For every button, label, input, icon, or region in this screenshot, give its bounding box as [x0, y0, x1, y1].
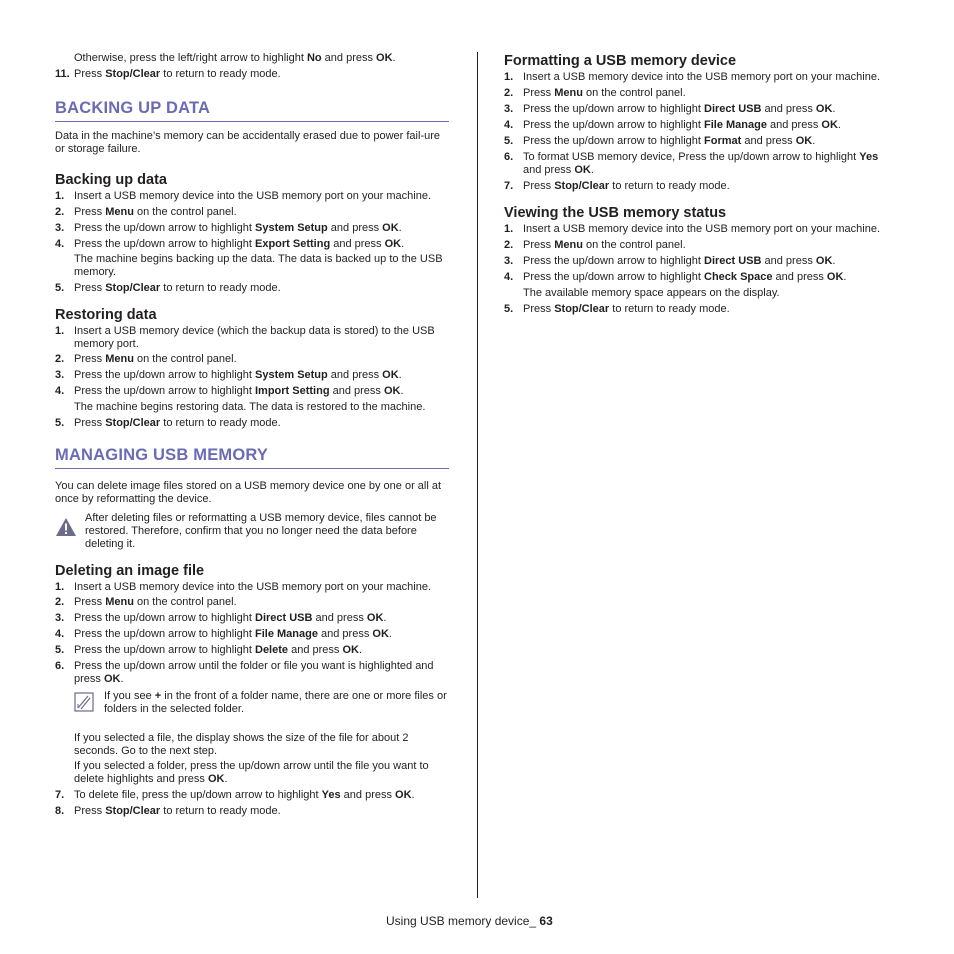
- managing-intro: You can delete image files stored on a USB memory device one by one or all at once by reformatting the device.: [55, 480, 442, 505]
- step-note: The machine begins restoring data. The data is restored to the machine.: [74, 401, 426, 413]
- list-item: 4. Press the up/down arrow to highlight Import Setting and press OK.: [55, 385, 404, 397]
- list-item: 3. Press the up/down arrow to highlight Direct USB and press OK.: [504, 255, 836, 267]
- list-item: 4. Press the up/down arrow to highlight File Manage and press OK.: [55, 628, 392, 640]
- list-item: 3. Press the up/down arrow to highlight System Setup and press OK.: [55, 369, 402, 381]
- list-item: 1. Insert a USB memory device into the USB memory port on your machine.: [504, 71, 881, 83]
- list-item: 3. Press the up/down arrow to highlight Direct USB and press OK.: [55, 612, 387, 624]
- page-number: 63: [539, 914, 553, 928]
- list-item: 7. Press Stop/Clear to return to ready mode.: [504, 180, 730, 192]
- folder-note: If you selected a folder, press the up/down arrow until the file you want to delete highlights and press OK.: [74, 760, 429, 785]
- note-text: If you see + in the front of a folder name, there are one or more files or folders in the selected folder.: [104, 690, 447, 715]
- step-note: The available memory space appears on the display.: [523, 287, 780, 299]
- delete-steps: [55, 581, 449, 818]
- list-item: 4. Press the up/down arrow to highlight Check Space and press OK.: [504, 271, 847, 283]
- caution-box: [55, 512, 449, 551]
- restoring-subheading: Restoring data: [55, 307, 157, 323]
- status-steps: [504, 223, 884, 316]
- list-item: 3. Press the up/down arrow to highlight System Setup and press OK.: [55, 222, 402, 234]
- list-item: 6. Press the up/down arrow until the folder or file you want is highlighted and press OK.: [55, 660, 434, 685]
- list-item: 7. To delete file, press the up/down arrow to highlight Yes and press OK.: [55, 789, 415, 801]
- list-item: 5. Press Stop/Clear to return to ready mode.: [504, 303, 730, 315]
- formatting-subheading: Formatting a USB memory device: [504, 53, 737, 69]
- format-steps: [504, 71, 884, 193]
- list-item: 1. Insert a USB memory device into the USB memory port on your machine.: [55, 190, 432, 202]
- left-column: [55, 52, 449, 818]
- note-pencil-icon: [74, 690, 104, 717]
- list-item: 2. Press Menu on the control panel.: [55, 596, 237, 608]
- note-box: [74, 690, 449, 717]
- intro-line: Otherwise, press the left/right arrow to highlight No and press OK.: [74, 52, 396, 64]
- list-item: 3. Press the up/down arrow to highlight Direct USB and press OK.: [504, 103, 836, 115]
- list-item: 1. Insert a USB memory device into the USB memory port on your machine.: [55, 581, 432, 593]
- list-item: 4. Press the up/down arrow to highlight Export Setting and press OK.: [55, 238, 405, 250]
- backing-up-data-heading: BACKING UP DATA: [55, 99, 449, 122]
- restore-steps: [55, 325, 449, 430]
- column-divider: [477, 52, 478, 898]
- list-item: 4. Press the up/down arrow to highlight File Manage and press OK.: [504, 119, 841, 131]
- list-item: 5. Press the up/down arrow to highlight Delete and press OK.: [55, 644, 363, 656]
- warning-icon: [55, 512, 85, 542]
- list-item: 1. Insert a USB memory device (which the backup data is stored) to the USB memory port.: [55, 325, 435, 350]
- file-note: If you selected a file, the display shows the size of the file for about 2 seconds. Go to the next step.: [74, 732, 409, 757]
- list-item: 2. Press Menu on the control panel.: [504, 239, 686, 251]
- list-item: 5. Press the up/down arrow to highlight Format and press OK.: [504, 135, 816, 147]
- list-item: 2. Press Menu on the control panel.: [55, 206, 237, 218]
- right-column: [504, 52, 884, 316]
- backing-up-subheading: Backing up data: [55, 172, 167, 188]
- list-item: 8. Press Stop/Clear to return to ready mode.: [55, 805, 281, 817]
- list-item: 1. Insert a USB memory device into the USB memory port on your machine.: [504, 223, 881, 235]
- list-item: 5. Press Stop/Clear to return to ready mode.: [55, 282, 281, 294]
- managing-usb-memory-heading: MANAGING USB MEMORY: [55, 446, 449, 469]
- list-item: 5. Press Stop/Clear to return to ready mode.: [55, 417, 281, 429]
- list-item: 6. To format USB memory device, Press the up/down arrow to highlight Yes and press OK.: [504, 151, 879, 176]
- backing-intro: Data in the machine’s memory can be accidentally erased due to power fail-ure or storage failure.: [55, 130, 440, 155]
- backing-steps: [55, 190, 449, 295]
- step-11: 11. Press Stop/Clear to return to ready mode.: [55, 68, 281, 80]
- deleting-subheading: Deleting an image file: [55, 563, 205, 579]
- caution-text: After deleting files or reformatting a USB memory device, files cannot be restored. Therefore, confirm that you no longer need the data before deleting it.: [85, 512, 437, 550]
- step-note: The machine begins backing up the data. The data is backed up to the USB memory.: [74, 253, 443, 278]
- viewing-status-subheading: Viewing the USB memory status: [504, 205, 727, 221]
- list-item: 2. Press Menu on the control panel.: [504, 87, 686, 99]
- list-item: 2. Press Menu on the control panel.: [55, 353, 237, 365]
- page-footer: Using USB memory device_ 63: [386, 914, 553, 928]
